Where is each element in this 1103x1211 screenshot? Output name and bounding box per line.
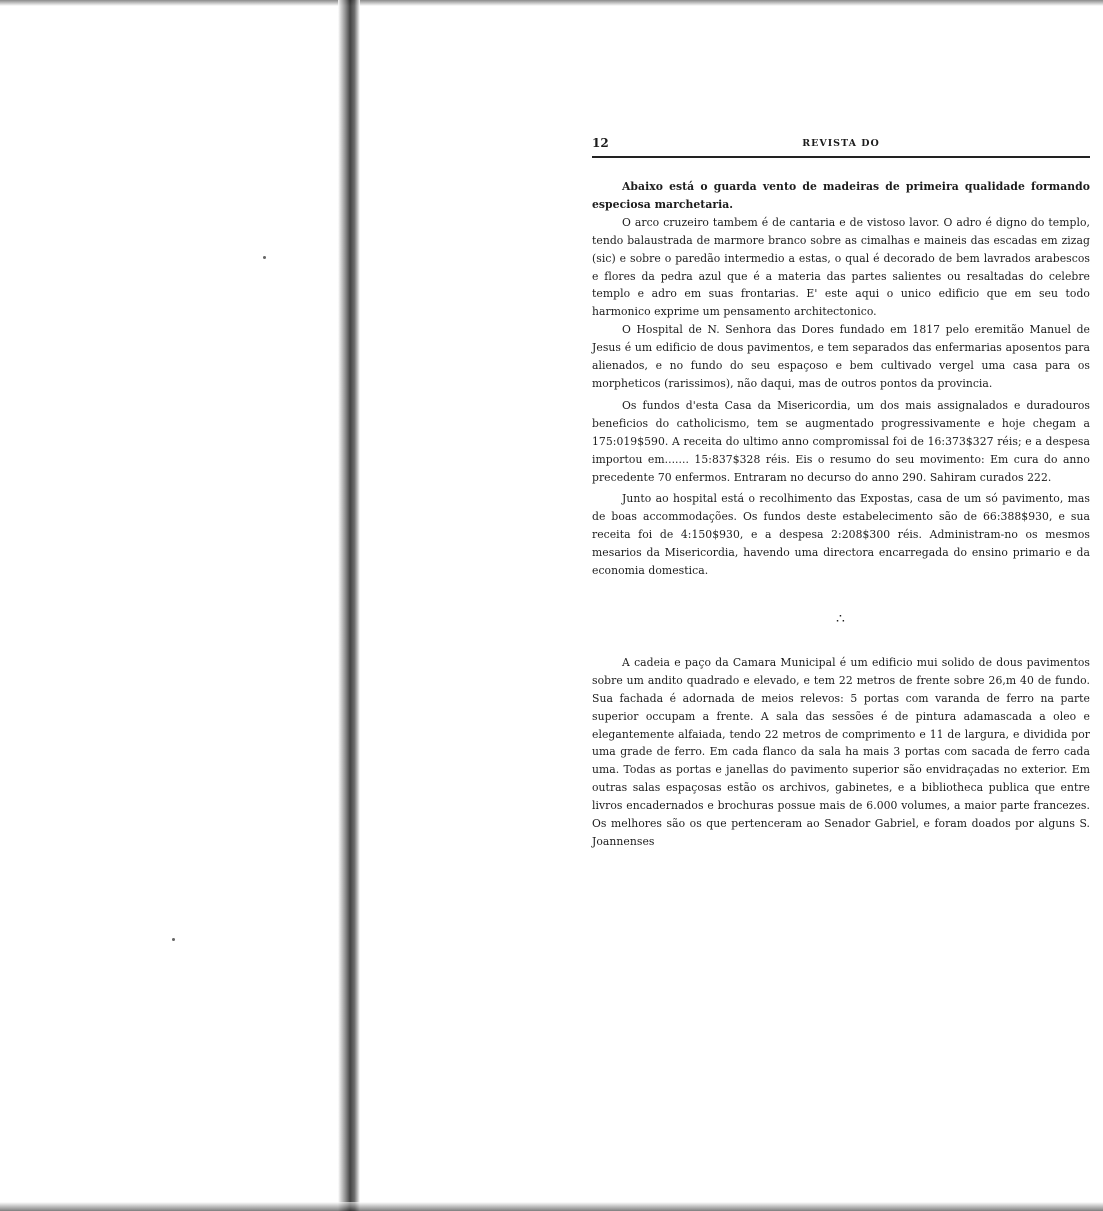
blank-left-page [0,0,338,1211]
body-text [592,178,1090,851]
scan-bottom-edge [0,1202,1103,1211]
running-title: REVISTA DO [802,138,880,149]
book-gutter [338,0,360,1211]
paper-speck [263,256,266,259]
page-number: 12 [592,136,609,150]
paragraph: Os fundos d'esta Casa da Misericordia, um dos mais assignalados e duradouros beneficios do catholicismo, tem se augmentado progressivamente e hoje chegam a 175:019$590. A receita do ultimo anno compromissal foi de 16:373$327 réis; e a despesa importou em....... 15:837$328 réis. Eis o resumo do seu movimento: Em cura do anno precedente 70 enfermos. Entraram no decurso do anno 290. Sahiram curados 222. [592,398,1090,484]
paragraph: Junto ao hospital está o recolhimento das Expostas, casa de um só pavimento, mas de boas accommodações. Os fundos deste estabelecimento são de 66:388$930, e sua receita foi de 4:150$930, e a despesa 2:208$300 réis. Administram-no os mesmos mesarios da Misericordia, havendo uma directora encarregada do ensino primario e da economia domestica. [592,492,1090,578]
paragraph: O Hospital de N. Senhora das Dores fundado em 1817 pelo eremitão Manuel de Jesus é um edificio de dous pavimentos, e tem separados das enfermarias aposentos para alienados, e no fundo do seu espaçoso e bem cultivado vergel uma casa para os morpheticos (rarissimos), não daqui, mas de outros pontos da provincia. [592,323,1090,390]
paragraph: A cadeia e paço da Camara Municipal é um edificio mui solido de dous pavimentos sobre um andito quadrado e elevado, e tem 22 metros de frente sobre 26,m 40 de fundo. Sua fachada é adornada de meios relevos: 5 portas com varanda de ferro na parte superior occupam a frente. A sala das sessões é de pintura adamascada a oleo e elegantemente alfaiada, tendo 22 metros de comprimento e 11 de largura, e dividida por uma grade de ferro. Em cada flanco da sala ha mais 3 portas com sacada de ferro cada uma. Todas as portas e janellas do pavimento superior são envidraçadas no exterior. Em outras salas espaçosas estão os archivos, gabinetes, e a bibliotheca publica que entre livros encadernados e brochuras possue mais de 6.000 volumes, a maior parte francezes. Os melhores são os que pertenceram ao Senador Gabriel, e foram doados por alguns S. Joannenses [592,655,1090,848]
header-rule [592,156,1090,158]
paper-speck [172,938,175,941]
running-head [592,132,1090,152]
text-page [592,132,1090,848]
paragraph: O arco cruzeiro tambem é de cantaria e de vistoso lavor. O adro é digno do templo, tendo balaustrada de marmore branco sobre as cimalhas e maineis das escadas em zizag (sic) e sobre o paredão intermedio a estas, o qual é decorado de bem lavrados arabescos e flores da pedra azul que é a materia das partes salientes ou resaltadas do celebre templo e adro em suas frontarias. E' este aqui o unico edificio que em seu todo harmonico exprime um pensamento architectonico. [592,215,1090,319]
section-break-mark: ∴ [836,610,846,627]
paragraph: Abaixo está o guarda vento de madeiras de primeira qualidade formando especiosa marchetaria. [592,180,1090,211]
